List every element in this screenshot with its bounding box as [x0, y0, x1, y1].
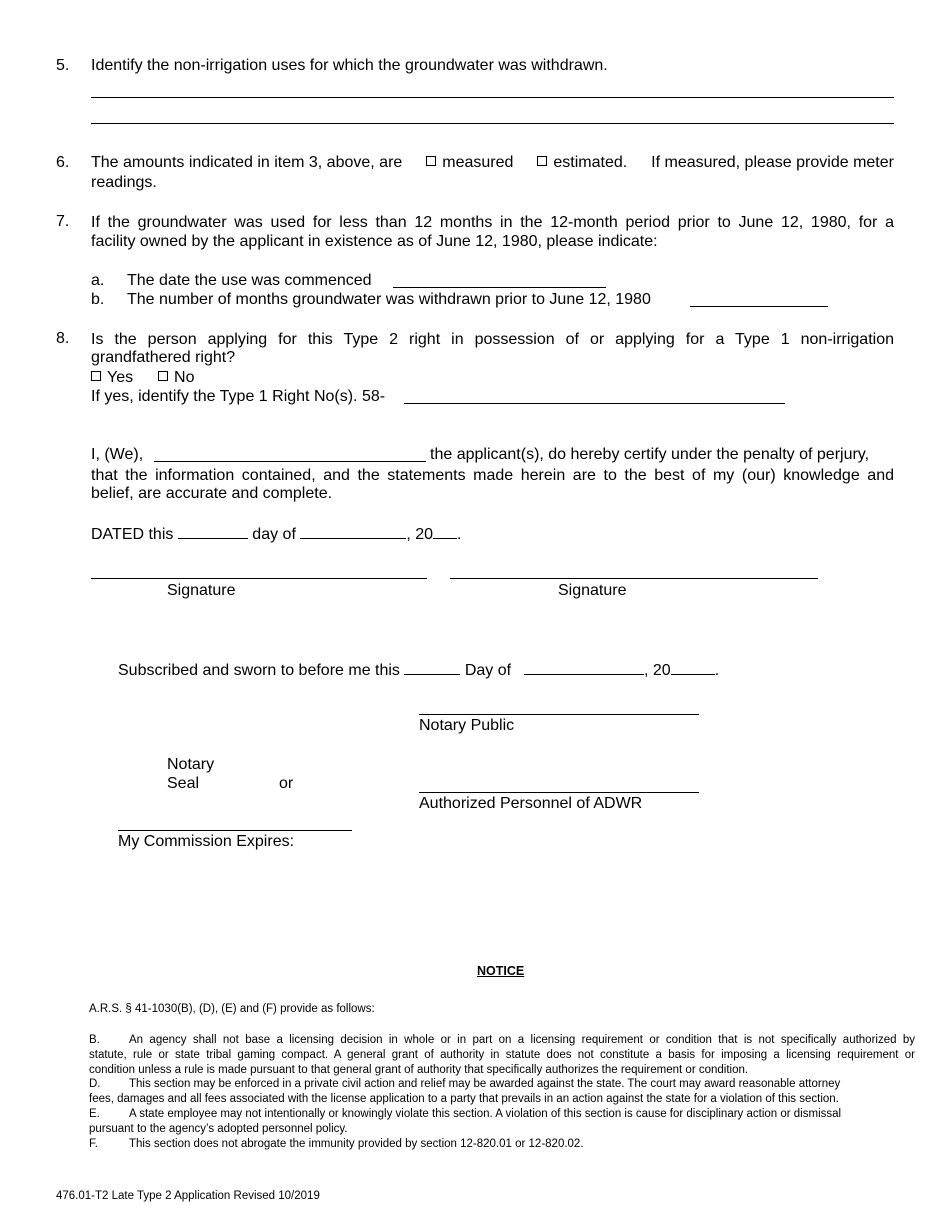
item-6-number: 6.	[56, 154, 70, 171]
notice-d-line-2: fees, damages and all fees associated with the license application to a party that prevails in an action against the state for a violation of this section.	[89, 1093, 839, 1106]
notice-e-line-1: A state employee may not intentionally or knowingly violate this section. A violation of this section is cause for disciplinary action or dismissal	[129, 1107, 842, 1120]
notice-e-line-2: pursuant to the agency’s adopted personnel policy.	[89, 1122, 348, 1135]
notary-public-signature-line[interactable]	[419, 714, 699, 715]
item-8-number: 8.	[56, 330, 70, 347]
notary-public-label: Notary Public	[419, 717, 515, 734]
commission-expires-line[interactable]	[118, 830, 352, 831]
item-5-answer-line-2[interactable]	[91, 123, 894, 124]
notary-seal-label-2: Seal	[167, 775, 200, 792]
yes-checkbox[interactable]	[91, 371, 101, 381]
sworn-year-blank[interactable]	[671, 660, 715, 675]
applicant-name-blank[interactable]	[154, 461, 426, 462]
signature-label-left: Signature	[167, 582, 236, 599]
item-7-line-2: facility owned by the applicant in existence as of June 12, 1980, please indicate:	[91, 233, 658, 250]
item-7-line-1: If the groundwater was used for less than 12 months in the 12-month period prior to June 12, 1980, for a	[91, 214, 894, 231]
notice-d-label: D.	[89, 1078, 101, 1091]
notice-b-line-1: An agency shall not base a licensing decision in whole or in part on a licensing requirement or condition that is not specifically authorized by	[129, 1034, 915, 1046]
item-6-prefix: The amounts indicated in item 3, above, are	[91, 154, 403, 171]
certify-rest: the applicant(s), do hereby certify under the penalty of perjury,	[430, 446, 870, 463]
dated-line: DATED this day of , 20 .	[91, 526, 462, 543]
no-checkbox[interactable]	[158, 371, 168, 381]
item-6-suffix: If measured, please provide meter	[651, 154, 894, 171]
notice-f-line-1: This section does not abrogate the immunity provided by section 12-820.01 or 12-820.02.	[129, 1137, 584, 1150]
item-7a-label: a.	[91, 272, 105, 289]
item-6-estimated-option[interactable]: estimated.	[537, 154, 627, 172]
signature-label-right: Signature	[558, 582, 627, 599]
sworn-day-blank[interactable]	[404, 660, 460, 675]
estimated-checkbox[interactable]	[537, 156, 547, 166]
no-option[interactable]: No	[158, 369, 194, 386]
months-withdrawn-blank[interactable]	[690, 306, 828, 307]
dated-day-blank[interactable]	[178, 524, 248, 539]
sworn-line: Subscribed and sworn to before me this Day of , 20 .	[118, 662, 720, 679]
notary-seal-label-1: Notary	[167, 756, 215, 773]
item-7b-text: The number of months groundwater was withdrawn prior to June 12, 1980	[127, 291, 651, 308]
item-7a-text: The date the use was commenced	[127, 272, 372, 289]
notice-b-line-2: statute, rule or state tribal gaming compact. A general grant of authority in statute does not constitute a basis for imposing a licensing requirement or	[89, 1048, 915, 1061]
notice-b-line-3: condition unless a rule is made pursuant to that general grant of authority that specifically authorizes the requirement or condition.	[89, 1063, 749, 1076]
yes-option[interactable]: Yes	[91, 369, 133, 386]
item-7b-label: b.	[91, 291, 105, 308]
notice-e-label: E.	[89, 1107, 100, 1120]
item-8-options	[91, 369, 194, 387]
type-1-right-number-blank[interactable]	[404, 403, 785, 404]
item-7-number: 7.	[56, 213, 70, 230]
item-6-measured-option[interactable]: measured	[426, 154, 513, 172]
certify-start: I, (We),	[91, 446, 144, 463]
certify-line-2: that the information contained, and the statements made herein are to the best of my (our) knowledge and	[91, 467, 894, 484]
measured-checkbox[interactable]	[426, 156, 436, 166]
notary-or: or	[279, 775, 294, 792]
item-6-line-1	[91, 154, 894, 172]
notice-title: NOTICE	[477, 964, 525, 978]
item-6-line-2: readings.	[91, 174, 157, 191]
sworn-month-blank[interactable]	[524, 660, 644, 675]
signature-line-left[interactable]	[91, 578, 427, 579]
item-5-number: 5.	[56, 57, 70, 74]
item-5-answer-line-1[interactable]	[91, 97, 894, 98]
notice-d-line-1: This section may be enforced in a private civil action and relief may be awarded against the state. The court may award reasonable attorney	[129, 1078, 841, 1091]
certify-line-3: belief, are accurate and complete.	[91, 485, 333, 502]
item-5-text: Identify the non-irrigation uses for which the groundwater was withdrawn.	[91, 57, 608, 74]
commission-expires-label: My Commission Expires:	[118, 833, 295, 850]
notice-b-label: B.	[89, 1034, 100, 1046]
item-8-line-1: Is the person applying for this Type 2 right in possession of or applying for a Type 1 non-irrigation	[91, 331, 894, 348]
notice-f-label: F.	[89, 1137, 98, 1150]
notice-intro: A.R.S. § 41-1030(B), (D), (E) and (F) provide as follows:	[89, 1003, 375, 1015]
dated-year-blank[interactable]	[433, 524, 457, 539]
adwr-label: Authorized Personnel of ADWR	[419, 795, 643, 812]
form-footer: 476.01-T2 Late Type 2 Application Revised 10/2019	[56, 1190, 320, 1202]
item-8-line-2: grandfathered right?	[91, 349, 236, 366]
commenced-date-blank[interactable]	[393, 287, 606, 288]
type-1-right-prefix: If yes, identify the Type 1 Right No(s). 58-	[91, 388, 386, 405]
notice-body	[89, 1033, 915, 1151]
signature-line-right[interactable]	[450, 578, 818, 579]
adwr-signature-line[interactable]	[419, 792, 699, 793]
dated-month-blank[interactable]	[300, 524, 406, 539]
